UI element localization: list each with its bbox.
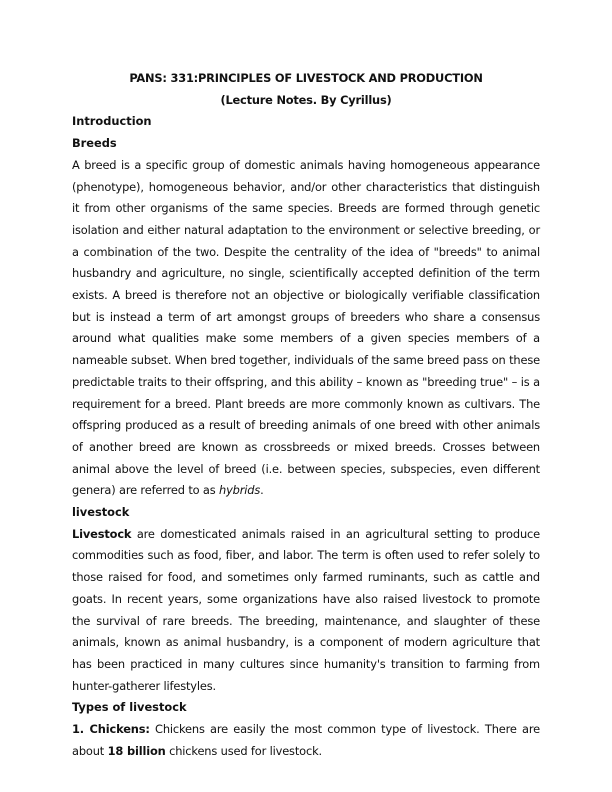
chickens-tail: chickens used for livestock. bbox=[165, 743, 323, 758]
livestock-lead: Livestock bbox=[72, 526, 132, 541]
document-title: PANS: 331:PRINCIPLES OF LIVESTOCK AND PRODUCTION bbox=[129, 71, 483, 85]
document-subtitle: (Lecture Notes. By Cyrillus) bbox=[220, 92, 392, 107]
heading-livestock: livestock bbox=[72, 505, 130, 520]
paragraph-livestock bbox=[72, 524, 540, 698]
heading-introduction: Introduction bbox=[72, 114, 152, 129]
document-page bbox=[72, 68, 540, 763]
hybrids-term: hybrids bbox=[219, 483, 261, 498]
heading-types-of-livestock: Types of livestock bbox=[72, 700, 187, 715]
livestock-text: are domesticated animals raised in an agricultural setting to produce commodities such as food, fiber, and labor. The term is often used to refer solely to those raised for food, and sometimes only farmed ruminants, such as cattle and goats. In recent years, some organizations have also raised livestock to promote the survival of rare breeds. The breeding, maintenance, and slaughter of these animals, known as animal husbandry, is a component of modern agriculture that has been practiced in many cultures since humanity's transition to farming from hunter-gatherer lifestyles. bbox=[72, 526, 540, 693]
list-item-chickens bbox=[72, 719, 540, 762]
chickens-text: Chickens are easily the most common type of livestock. There are about bbox=[72, 722, 540, 758]
heading-breeds: Breeds bbox=[72, 136, 117, 151]
breeds-text: A breed is a specific group of domestic animals having homogeneous appearance (phenotype), homogeneous behavior, and/or other characteristics that distinguish it from other organisms of the same species. Breeds are formed through genetic isolation and either natural adaptation to the environment or selective breeding, or a combination of the two. Despite the centrality of the idea of "breeds" to animal husbandry and agriculture, no single, scientifically accepted definition of the term exists. A breed is therefore not an objective or biologically verifiable classification but is instead a term of art amongst groups of breeders who share a consensus around what qualities make some members of a given species members of a nameable subset. When bred together, individuals of the same breed pass on these predictable traits to their offspring, and this ability – known as "breeding true" – is a requirement for a breed. Plant breeds are more commonly known as cultivars. The offspring produced as a result of breeding animals of one breed with other animals of another breed are known as crossbreeds or mixed breeds. Crosses between animal above the level of breed (i.e. between species, subspecies, even different genera) are referred to as bbox=[72, 157, 540, 498]
chickens-lead: 1. Chickens: bbox=[72, 722, 150, 737]
paragraph-breeds bbox=[72, 155, 540, 502]
chickens-figure: 18 billion bbox=[107, 743, 166, 758]
breeds-end: . bbox=[260, 483, 264, 498]
